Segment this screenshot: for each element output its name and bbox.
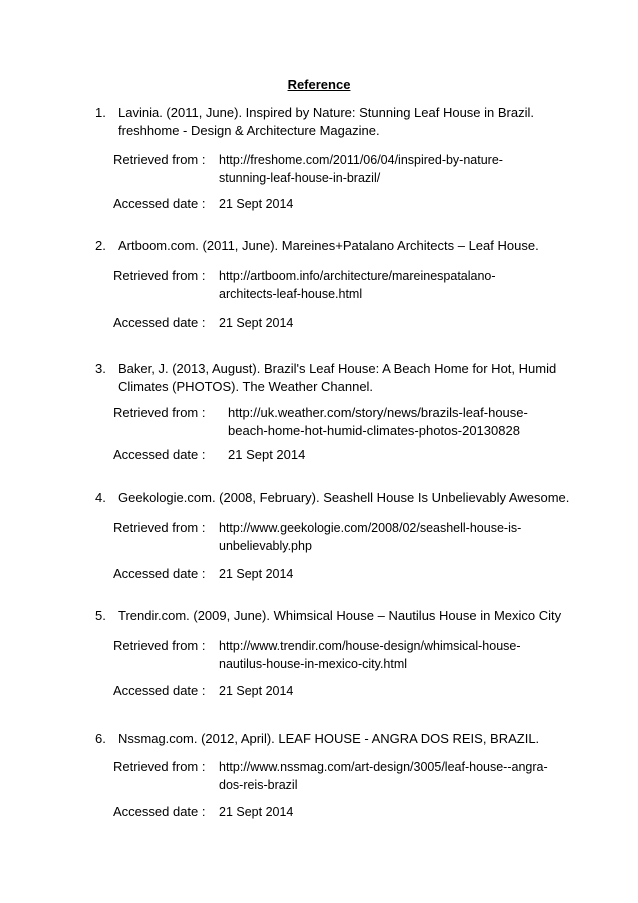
reference-citation: Trendir.com. (2009, June). Whimsical House – Nautilus House in Mexico City	[118, 608, 562, 623]
reference-citation: Lavinia. (2011, June). Inspired by Nature: Stunning Leaf House in Brazil. freshhome - Design & Architecture Magazine.	[118, 105, 534, 138]
reference-number: 2.	[95, 238, 106, 253]
accessed-date: 21 Sept 2014	[219, 805, 294, 819]
accessed-label: Accessed date :	[113, 196, 206, 211]
reference-number: 3.	[95, 361, 106, 376]
reference-number: 1.	[95, 105, 106, 120]
reference-citation: Geekologie.com. (2008, February). Seashell House Is Unbelievably Awesome.	[118, 490, 570, 505]
page-title: Reference	[287, 77, 351, 92]
reference-url[interactable]: http://www.geekologie.com/2008/02/seashell-house-is-unbelievably.php	[219, 521, 522, 553]
reference-url[interactable]: http://uk.weather.com/story/news/brazils-leaf-house-beach-home-hot-humid-climates-photos-20130828	[228, 405, 528, 438]
reference-url[interactable]: http://www.nssmag.com/art-design/3005/leaf-house--angra-dos-reis-brazil	[219, 760, 548, 792]
accessed-date: 21 Sept 2014	[228, 447, 306, 462]
reference-number: 6.	[95, 731, 106, 746]
accessed-date: 21 Sept 2014	[219, 197, 294, 211]
reference-url[interactable]: http://freshome.com/2011/06/04/inspired-by-nature-stunning-leaf-house-in-brazil/	[219, 153, 503, 185]
reference-citation: Artboom.com. (2011, June). Mareines+Patalano Architects – Leaf House.	[118, 238, 539, 253]
reference-number: 5.	[95, 608, 106, 623]
accessed-label: Accessed date :	[113, 683, 206, 698]
retrieved-label: Retrieved from :	[113, 638, 206, 653]
retrieved-label: Retrieved from :	[113, 759, 206, 774]
reference-url[interactable]: http://artboom.info/architecture/mareinespatalano-architects-leaf-house.html	[219, 269, 496, 301]
reference-citation: Baker, J. (2013, August). Brazil's Leaf House: A Beach Home for Hot, Humid Climates (PHOTOS). The Weather Channel.	[118, 361, 557, 394]
accessed-date: 21 Sept 2014	[219, 567, 294, 581]
accessed-date: 21 Sept 2014	[219, 684, 294, 698]
retrieved-label: Retrieved from :	[113, 152, 206, 167]
retrieved-label: Retrieved from :	[113, 268, 206, 283]
accessed-date: 21 Sept 2014	[219, 316, 294, 330]
accessed-label: Accessed date :	[113, 804, 206, 819]
reference-number: 4.	[95, 490, 106, 505]
accessed-label: Accessed date :	[113, 566, 206, 581]
retrieved-label: Retrieved from :	[113, 520, 206, 535]
accessed-label: Accessed date :	[113, 315, 206, 330]
reference-url[interactable]: http://www.trendir.com/house-design/whimsical-house-nautilus-house-in-mexico-city.html	[219, 639, 521, 671]
retrieved-label: Retrieved from :	[113, 405, 206, 420]
reference-citation: Nssmag.com. (2012, April). LEAF HOUSE - ANGRA DOS REIS, BRAZIL.	[118, 731, 540, 746]
accessed-label: Accessed date :	[113, 447, 206, 462]
